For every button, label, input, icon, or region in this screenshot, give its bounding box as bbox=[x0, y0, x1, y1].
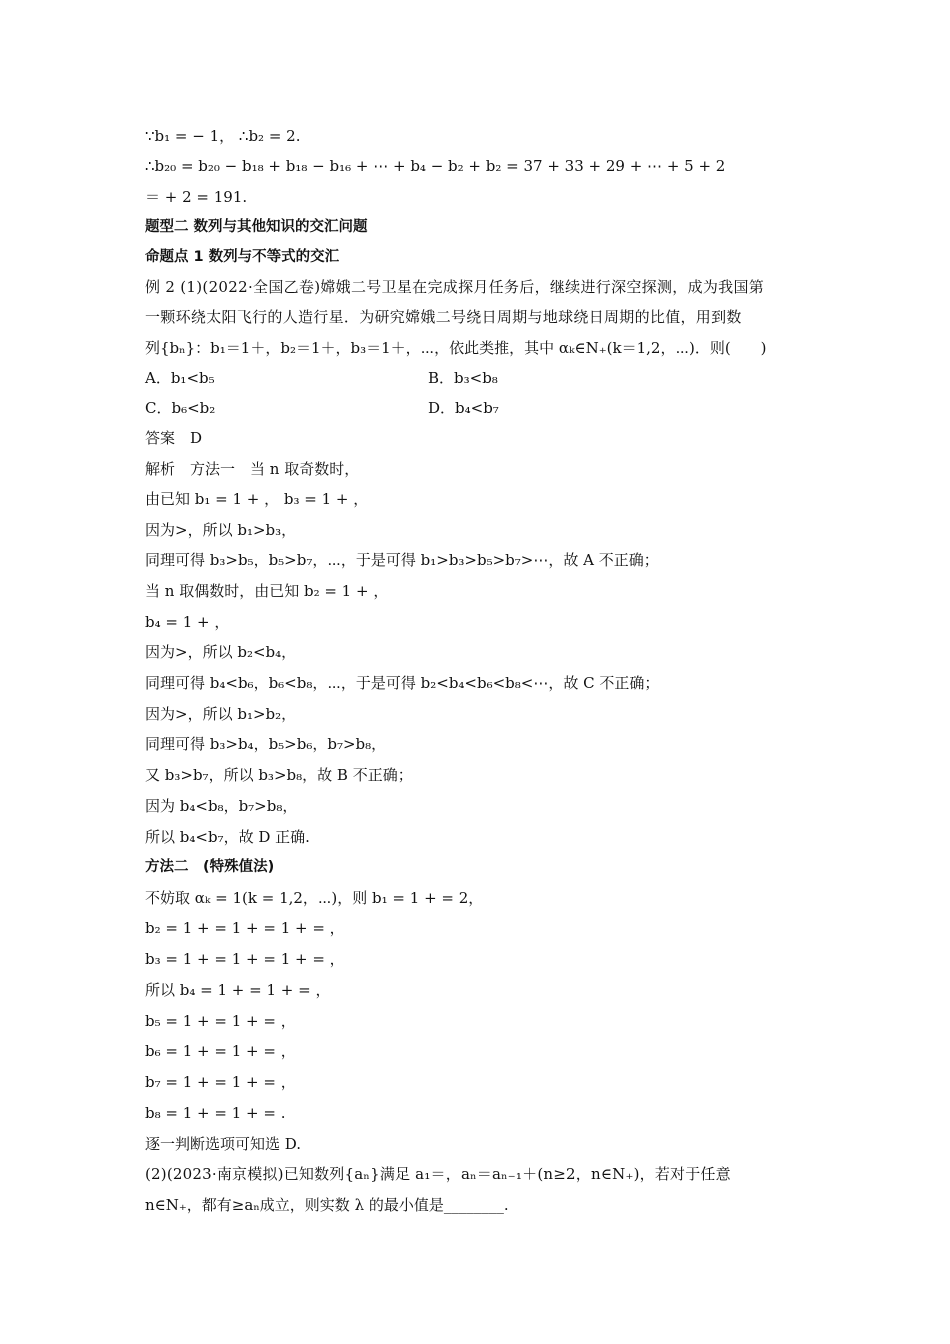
text-line: 同理可得 b₄<b₆，b₆<b₈，⋯，于是可得 b₂<b₄<b₆<b₈<⋯，故 C 不正确； bbox=[145, 674, 660, 692]
text-line: ∴b₂₀ = b₂₀ − b₁₈ + b₁₈ − b₁₆ + ⋯ + b₄ − b₂ + b₂ = 37 + 33 + 29 + ⋯ + 5 + 2 bbox=[145, 157, 726, 175]
option-a: A．b₁<b₅ bbox=[145, 369, 215, 387]
option-b: B．b₃<b₈ bbox=[428, 369, 498, 387]
text-line: 因为>，所以 b₂<b₄， bbox=[145, 643, 297, 661]
text-line: 不妨取 αₖ = 1(k = 1,2，⋯)，则 b₁ = 1 + = 2， bbox=[145, 889, 484, 907]
text-line: 所以 b₄<b₇，故 D 正确. bbox=[145, 828, 310, 846]
text-line: b₃ = 1 + = 1 + = 1 + = ， bbox=[145, 950, 345, 968]
text-line: b₅ = 1 + = 1 + = ， bbox=[145, 1012, 296, 1030]
text-line: ∵b₁ = − 1， ∴b₂ = 2. bbox=[145, 127, 301, 145]
text-line: 因为>，所以 b₁>b₃， bbox=[145, 521, 297, 539]
option-d: D．b₄<b₇ bbox=[428, 399, 499, 417]
text-line: 由已知 b₁ = 1 + ， b₃ = 1 + ， bbox=[145, 490, 369, 508]
example-text: 一颗环绕太阳飞行的人造行星．为研究嫦娥二号绕日周期与地球绕日周期的比值，用到数 bbox=[145, 308, 742, 326]
example-text: 例 2 (1)(2022·全国乙卷)嫦娥二号卫星在完成探月任务后，继续进行深空探测，成为我国第 bbox=[145, 278, 765, 296]
subsection-heading: 命题点 1 数列与不等式的交汇 bbox=[145, 249, 340, 265]
text-line: 因为 b₄<b₈，b₇>b₈， bbox=[145, 797, 298, 815]
section-heading: 题型二 数列与其他知识的交汇问题 bbox=[145, 219, 368, 235]
text-line: 逐一判断选项可知选 D. bbox=[145, 1135, 302, 1153]
problem-text: (2)(2023·南京模拟)已知数列{aₙ}满足 a₁＝，aₙ＝aₙ₋₁＋(n≥2，n∈N₊)，若对于任意 bbox=[145, 1165, 731, 1183]
method-two-heading: 方法二 (特殊值法) bbox=[145, 859, 275, 875]
text-line: 同理可得 b₃>b₄，b₅>b₆，b₇>b₈， bbox=[145, 735, 387, 753]
text-line: ＝ + 2 = 191. bbox=[145, 188, 248, 206]
text-line: 所以 b₄ = 1 + = 1 + = ， bbox=[145, 981, 331, 999]
text-line: b₂ = 1 + = 1 + = 1 + = ， bbox=[145, 919, 345, 937]
example-text: 列{bₙ}：b₁＝1＋，b₂＝1＋，b₃＝1＋，⋯，依此类推，其中 αₖ∈N₊(k＝1,2，⋯)．则( ) bbox=[145, 339, 767, 357]
text-line: 当 n 取偶数时，由已知 b₂ = 1 + ， bbox=[145, 582, 389, 600]
text-line: 因为>，所以 b₁>b₂， bbox=[145, 705, 297, 723]
problem-text: n∈N₊，都有≥aₙ成立，则实数 λ 的最小值是________. bbox=[145, 1196, 509, 1214]
option-c: C．b₆<b₂ bbox=[145, 399, 216, 417]
text-line: b₆ = 1 + = 1 + = ， bbox=[145, 1042, 296, 1060]
text-line: b₇ = 1 + = 1 + = ， bbox=[145, 1073, 296, 1091]
text-line: 同理可得 b₃>b₅，b₅>b₇，⋯，于是可得 b₁>b₃>b₅>b₇>⋯，故 A 不正确； bbox=[145, 551, 659, 569]
solution-heading: 解析 方法一 当 n 取奇数时， bbox=[145, 460, 360, 478]
text-line: b₈ = 1 + = 1 + = . bbox=[145, 1104, 286, 1122]
text-line: 又 b₃>b₇，所以 b₃>b₈，故 B 不正确； bbox=[145, 766, 413, 784]
text-line: b₄ = 1 + ， bbox=[145, 613, 230, 631]
answer-line: 答案 D bbox=[145, 429, 203, 447]
